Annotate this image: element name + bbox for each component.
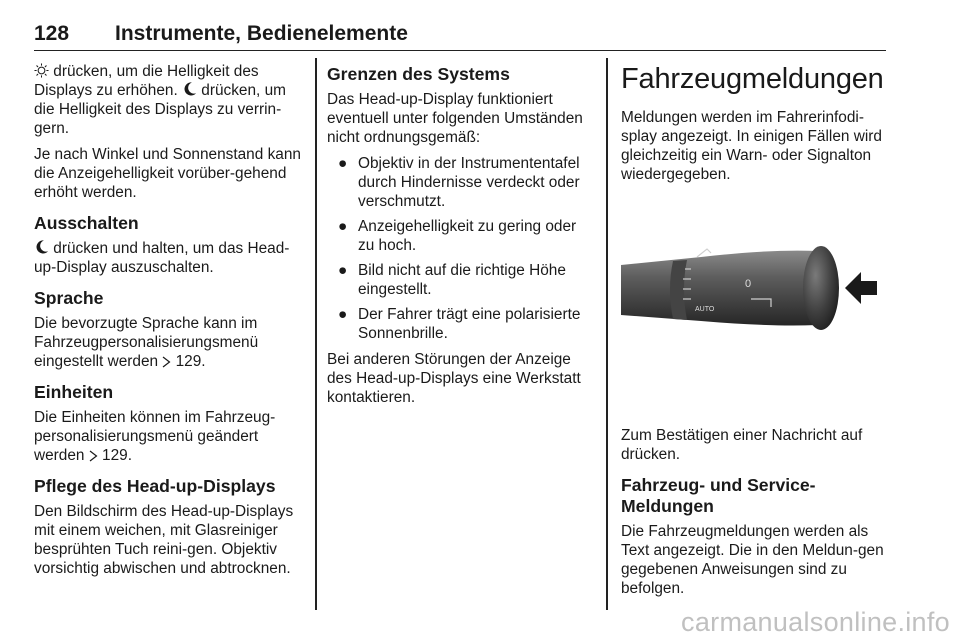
section-heading: Fahrzeug- und Service-Meldungen <box>621 475 816 516</box>
paragraph: Die Fahrzeugmeldungen werden als Text angezeigt. Die in den Meldun-gen gegebenen Anweisungen sind zu befolgen. <box>621 523 884 597</box>
paragraph: Das Head-up-Display funktioniert eventuell unter folgenden Umständen nicht ordnungsgemäß: <box>327 91 583 146</box>
watermark: carmanualsonline.info <box>681 607 950 637</box>
page-header <box>34 22 886 51</box>
paragraph: Bei anderen Störungen der Anzeige des Head-up-Displays eine Werkstatt kontaktieren. <box>327 351 581 406</box>
paragraph: Zum Bestätigen einer Nachricht auf drücken. <box>621 427 863 463</box>
sun-icon <box>34 63 49 78</box>
list-item: ● Bild nicht auf die richtige Höhe eingestellt. <box>338 262 566 298</box>
section-heading: Pflege des Head-up-Displays <box>34 476 276 496</box>
paragraph: Je nach Winkel und Sonnenstand kann die Anzeigehelligkeit vorüber-gehend erhöht werden. <box>34 146 301 201</box>
paragraph: drücken, um die Helligkeit des Displays zu erhöhen. drücken, um die Helligkeit des Displays zu verrin-gern. <box>34 63 286 137</box>
column-right <box>621 62 887 605</box>
page-reference[interactable]: 129. <box>175 353 206 370</box>
lever-position-digit: 0 <box>745 278 752 290</box>
list-item: ● Objektiv in der Instrumententafel durch Hindernisse verdeckt oder verschmutzt. <box>338 155 580 210</box>
section-heading: Einheiten <box>34 382 114 402</box>
column-left <box>34 62 304 585</box>
bullet-icon: ● <box>338 155 348 172</box>
press-arrow-icon <box>845 272 877 304</box>
bullet-icon: ● <box>338 218 348 235</box>
lever-auto-label: AUTO <box>695 306 715 313</box>
column-middle <box>327 62 592 414</box>
paragraph: Den Bildschirm des Head-up-Displays mit einem weichen, mit Glasreiniger besprühten Tuch reini-gen. Objektiv vorsichtig abwischen und abtrocknen. <box>34 503 294 577</box>
moon-icon <box>34 239 49 255</box>
paragraph: Meldungen werden im Fahrerinfodi-splay angezeigt. In einigen Fällen wird gleichzeitig ein Warn- oder Signalton wiedergegeben. <box>621 109 882 183</box>
page-number: 128 <box>34 22 70 45</box>
list-item: ● Anzeigehelligkeit zu gering oder zu hoch. <box>338 218 577 254</box>
chapter-title: Fahrzeugmeldungen <box>621 63 884 95</box>
column-divider <box>606 58 608 610</box>
section-heading: Ausschalten <box>34 213 139 233</box>
page-ref-arrow-icon[interactable] <box>89 450 98 462</box>
page-title: Instrumente, Bedienelemente <box>115 22 408 45</box>
page-reference[interactable]: 129. <box>102 447 133 464</box>
section-heading: Grenzen des Systems <box>327 64 510 84</box>
bullet-icon: ● <box>338 262 348 279</box>
wiper-lever-illustration <box>621 203 887 403</box>
bullet-icon: ● <box>338 306 348 323</box>
moon-icon <box>182 81 197 97</box>
paragraph: drücken und halten, um das Head-up-Display auszuschalten. <box>34 240 290 276</box>
paragraph: Die bevorzugte Sprache kann im Fahrzeugpersonalisierungsmenü eingestellt werden 129. <box>34 315 259 370</box>
page-ref-arrow-icon[interactable] <box>162 356 171 368</box>
list-item: ● Der Fahrer trägt eine polarisierte Sonnenbrille. <box>338 306 581 342</box>
column-divider <box>315 58 317 610</box>
paragraph: Die Einheiten können im Fahrzeug-personalisierungsmenü geändert werden 129. <box>34 409 276 464</box>
bullet-list <box>327 154 592 343</box>
section-heading: Sprache <box>34 288 104 308</box>
